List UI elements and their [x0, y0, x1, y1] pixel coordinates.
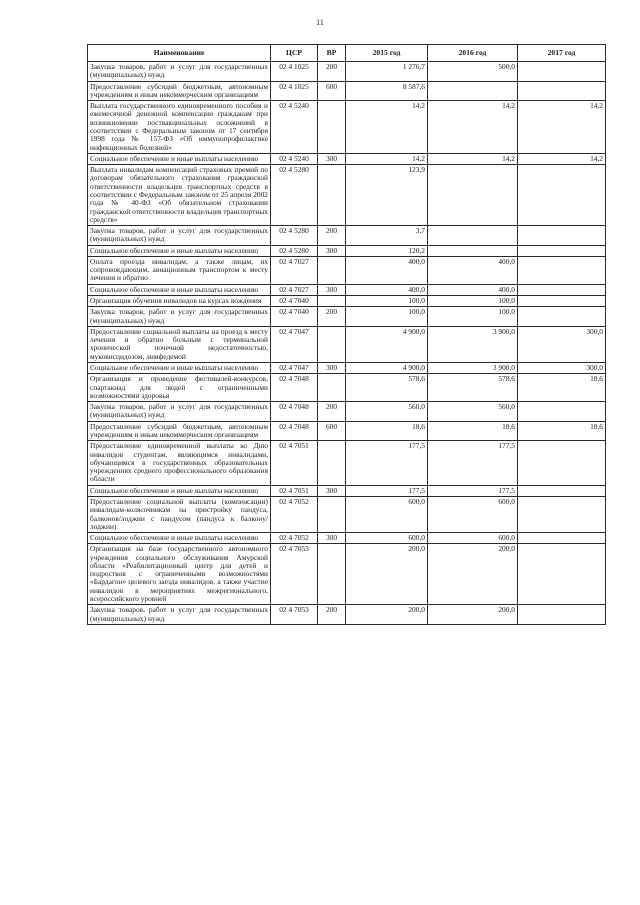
table-row [88, 363, 606, 374]
cell-vr [318, 441, 346, 485]
table-row [88, 296, 606, 307]
cell-name: Социальное обеспечение и иные выплаты населению [88, 245, 271, 256]
cell-2015: 18,6 [346, 421, 428, 441]
budget-table [87, 44, 606, 625]
cell-csr: 02 4 7048 [271, 402, 318, 422]
cell-2015: 560,0 [346, 402, 428, 422]
cell-csr: 02 4 7052 [271, 533, 318, 544]
cell-csr: 02 4 7027 [271, 256, 318, 284]
cell-2017 [518, 226, 606, 246]
cell-name: Закупка товаров, работ и услуг для государственных (муниципальных) нужд [88, 226, 271, 246]
table-row [88, 165, 606, 226]
cell-2017: 18,6 [518, 374, 606, 402]
cell-csr: 02 4 1025 [271, 81, 318, 101]
cell-2015: 578,6 [346, 374, 428, 402]
cell-name: Социальное обеспечение и иные выплаты населению [88, 533, 271, 544]
cell-2016: 200,0 [428, 544, 518, 605]
table-row [88, 605, 606, 625]
cell-2015: 123,9 [346, 165, 428, 226]
cell-name: Закупка товаров, работ и услуг для государственных (муниципальных) нужд [88, 402, 271, 422]
cell-csr: 02 4 7051 [271, 485, 318, 496]
cell-vr: 300 [318, 533, 346, 544]
cell-name: Социальное обеспечение и иные выплаты населению [88, 363, 271, 374]
column-header-2017: 2017 год [518, 45, 606, 62]
cell-csr: 02 4 7048 [271, 421, 318, 441]
cell-name: Организация на базе государственного автономного учреждения социального обслуживания Амурской области «Реабилитационный центр для детей и подростков с ограниченными возможностями «Бардагон» целевого заезда инвалидов, а также участие инвалидов в мероприятиях межрегионального, всероссийского уровней [88, 544, 271, 605]
cell-2017 [518, 245, 606, 256]
cell-2015: 14,2 [346, 101, 428, 154]
page-number: 11 [316, 18, 324, 27]
cell-2015: 120,2 [346, 245, 428, 256]
cell-2016 [428, 165, 518, 226]
column-header-vr: ВР [318, 45, 346, 62]
cell-2017 [518, 81, 606, 101]
cell-2016: 100,0 [428, 307, 518, 327]
cell-2017 [518, 62, 606, 82]
cell-name: Закупка товаров, работ и услуг для государственных (муниципальных) нужд [88, 605, 271, 625]
cell-name: Предоставление социальной выплаты на проезд к месту лечения и обратно больным с терминальной хронической почечной недостаточностью, муковисцидозом, лимфедемой [88, 326, 271, 362]
column-header-name: Наименование [88, 45, 271, 62]
cell-vr: 600 [318, 421, 346, 441]
cell-2016: 560,0 [428, 402, 518, 422]
cell-2017: 18,6 [518, 421, 606, 441]
cell-2017 [518, 485, 606, 496]
cell-csr: 02 4 7040 [271, 296, 318, 307]
cell-name: Социальное обеспечение и иные выплаты населению [88, 284, 271, 295]
table-row [88, 544, 606, 605]
cell-2016: 18,6 [428, 421, 518, 441]
cell-2017: 300,0 [518, 363, 606, 374]
column-header-2015: 2015 год [346, 45, 428, 62]
cell-vr [318, 256, 346, 284]
cell-csr: 02 4 5240 [271, 153, 318, 164]
cell-2015: 4 900,0 [346, 363, 428, 374]
cell-2017 [518, 533, 606, 544]
table-row [88, 226, 606, 246]
cell-2017 [518, 307, 606, 327]
cell-csr: 02 4 7051 [271, 441, 318, 485]
table-header-row [88, 45, 606, 62]
table-row [88, 284, 606, 295]
cell-2016: 100,0 [428, 296, 518, 307]
cell-vr [318, 165, 346, 226]
cell-2015: 400,0 [346, 256, 428, 284]
cell-vr: 200 [318, 226, 346, 246]
table-row [88, 256, 606, 284]
cell-2015: 14,2 [346, 153, 428, 164]
table-row [88, 485, 606, 496]
cell-name: Социальное обеспечение и иные выплаты населению [88, 485, 271, 496]
table-row [88, 101, 606, 154]
cell-2015: 100,0 [346, 296, 428, 307]
table-body [88, 62, 606, 625]
table-row [88, 533, 606, 544]
cell-name: Закупка товаров, работ и услуг для государственных (муниципальных) нужд [88, 307, 271, 327]
cell-2015: 600,0 [346, 533, 428, 544]
cell-2015: 3,7 [346, 226, 428, 246]
cell-2016: 400,0 [428, 284, 518, 295]
cell-2015: 200,0 [346, 605, 428, 625]
table-row [88, 402, 606, 422]
cell-csr: 02 4 7053 [271, 544, 318, 605]
cell-2015: 8 587,6 [346, 81, 428, 101]
cell-2016 [428, 226, 518, 246]
cell-csr: 02 4 7040 [271, 307, 318, 327]
cell-2017 [518, 496, 606, 532]
cell-2015: 4 900,0 [346, 326, 428, 362]
cell-csr: 02 4 7047 [271, 326, 318, 362]
cell-csr: 02 4 5240 [271, 101, 318, 154]
cell-vr: 200 [318, 62, 346, 82]
table-row [88, 326, 606, 362]
cell-csr: 02 4 7048 [271, 374, 318, 402]
cell-2016: 177,5 [428, 441, 518, 485]
cell-2015: 100,0 [346, 307, 428, 327]
table-row [88, 62, 606, 82]
cell-2016: 177,5 [428, 485, 518, 496]
cell-csr: 02 4 7047 [271, 363, 318, 374]
cell-2017: 14,2 [518, 101, 606, 154]
table-row [88, 245, 606, 256]
cell-vr [318, 326, 346, 362]
cell-vr [318, 296, 346, 307]
column-header-2016: 2016 год [428, 45, 518, 62]
cell-vr: 200 [318, 402, 346, 422]
cell-2016: 400,0 [428, 256, 518, 284]
cell-csr: 02 4 5280 [271, 245, 318, 256]
cell-2015: 600,0 [346, 496, 428, 532]
cell-csr: 02 4 5280 [271, 165, 318, 226]
cell-2016: 3 900,0 [428, 326, 518, 362]
cell-csr: 02 4 7053 [271, 605, 318, 625]
cell-2016 [428, 81, 518, 101]
cell-2017: 300,0 [518, 326, 606, 362]
cell-vr: 300 [318, 284, 346, 295]
table-row [88, 441, 606, 485]
cell-2016: 600,0 [428, 533, 518, 544]
cell-name: Социальное обеспечение и иные выплаты населению [88, 153, 271, 164]
cell-vr: 300 [318, 245, 346, 256]
cell-vr [318, 496, 346, 532]
cell-2015: 1 276,7 [346, 62, 428, 82]
cell-csr: 02 4 1025 [271, 62, 318, 82]
cell-csr: 02 4 7027 [271, 284, 318, 295]
cell-2017 [518, 605, 606, 625]
table-row [88, 81, 606, 101]
cell-vr: 600 [318, 81, 346, 101]
cell-vr: 200 [318, 307, 346, 327]
cell-name: Предоставление единовременной выплаты ко Дню инвалидов студентам, являющимся инвалидами, обучающимся в государственных образовательных учреждениях среднего профессионального образования области [88, 441, 271, 485]
cell-2016: 500,0 [428, 62, 518, 82]
cell-name: Предоставление субсидий бюджетным, автономным учреждениям и иным некоммерческим организациям [88, 421, 271, 441]
cell-vr: 300 [318, 153, 346, 164]
cell-csr: 02 4 5280 [271, 226, 318, 246]
column-header-csr: ЦСР [271, 45, 318, 62]
table-row [88, 374, 606, 402]
cell-name: Закупка товаров, работ и услуг для государственных (муниципальных) нужд [88, 62, 271, 82]
cell-vr: 300 [318, 485, 346, 496]
cell-2016: 14,2 [428, 101, 518, 154]
cell-2015: 400,0 [346, 284, 428, 295]
table-row [88, 153, 606, 164]
cell-2016: 578,6 [428, 374, 518, 402]
table-row [88, 496, 606, 532]
cell-vr [318, 101, 346, 154]
cell-csr: 02 4 7052 [271, 496, 318, 532]
cell-name: Выплата инвалидам компенсаций страховых премий по договорам обязательного страхования гражданской ответственности владельцев транспортных средств в соответствии с Федеральным законом от 25 апреля 2002 года № 40-ФЗ «Об обязательном страховании гражданской ответственности владельцев транспортных средств» [88, 165, 271, 226]
cell-name: Организация и проведение фестивалей-конкурсов, спартакиад для людей с ограниченными возможностями здоровья [88, 374, 271, 402]
cell-2017 [518, 256, 606, 284]
cell-2016: 3 900,0 [428, 363, 518, 374]
cell-2016: 14,2 [428, 153, 518, 164]
cell-2016: 200,0 [428, 605, 518, 625]
cell-2017 [518, 402, 606, 422]
cell-2017 [518, 284, 606, 295]
cell-2015: 177,5 [346, 441, 428, 485]
cell-vr: 200 [318, 605, 346, 625]
cell-name: Организация обучения инвалидов на курсах вождения [88, 296, 271, 307]
cell-2017 [518, 441, 606, 485]
table-row [88, 307, 606, 327]
cell-name: Оплата проезда инвалидам, а также лицам, их сопровождающим, авиационным транспортом к месту лечения и обратно [88, 256, 271, 284]
cell-name: Предоставление субсидий бюджетным, автономным учреждениям и иным некоммерческим организациям [88, 81, 271, 101]
cell-2017 [518, 544, 606, 605]
cell-2016 [428, 245, 518, 256]
cell-2017 [518, 165, 606, 226]
cell-vr [318, 374, 346, 402]
cell-2017: 14,2 [518, 153, 606, 164]
cell-2015: 177,5 [346, 485, 428, 496]
cell-name: Предоставление социальной выплаты (компенсации) инвалидам-колясочникам на пристройку пандуса, балконов/лоджии с пандусом (пандуса к балкону/лоджии) [88, 496, 271, 532]
cell-name: Выплата государственного единовременного пособия и ежемесячной денежной компенсации гражданам при возникновении поствакцинальных осложнений в соответствии с Федеральным законом от 17 сентября 1998 года № 157-ФЗ «Об иммунопрофилактике инфекционных болезней» [88, 101, 271, 154]
cell-vr: 300 [318, 363, 346, 374]
cell-vr [318, 544, 346, 605]
cell-2017 [518, 296, 606, 307]
table-row [88, 421, 606, 441]
cell-2016: 600,0 [428, 496, 518, 532]
cell-2015: 200,0 [346, 544, 428, 605]
